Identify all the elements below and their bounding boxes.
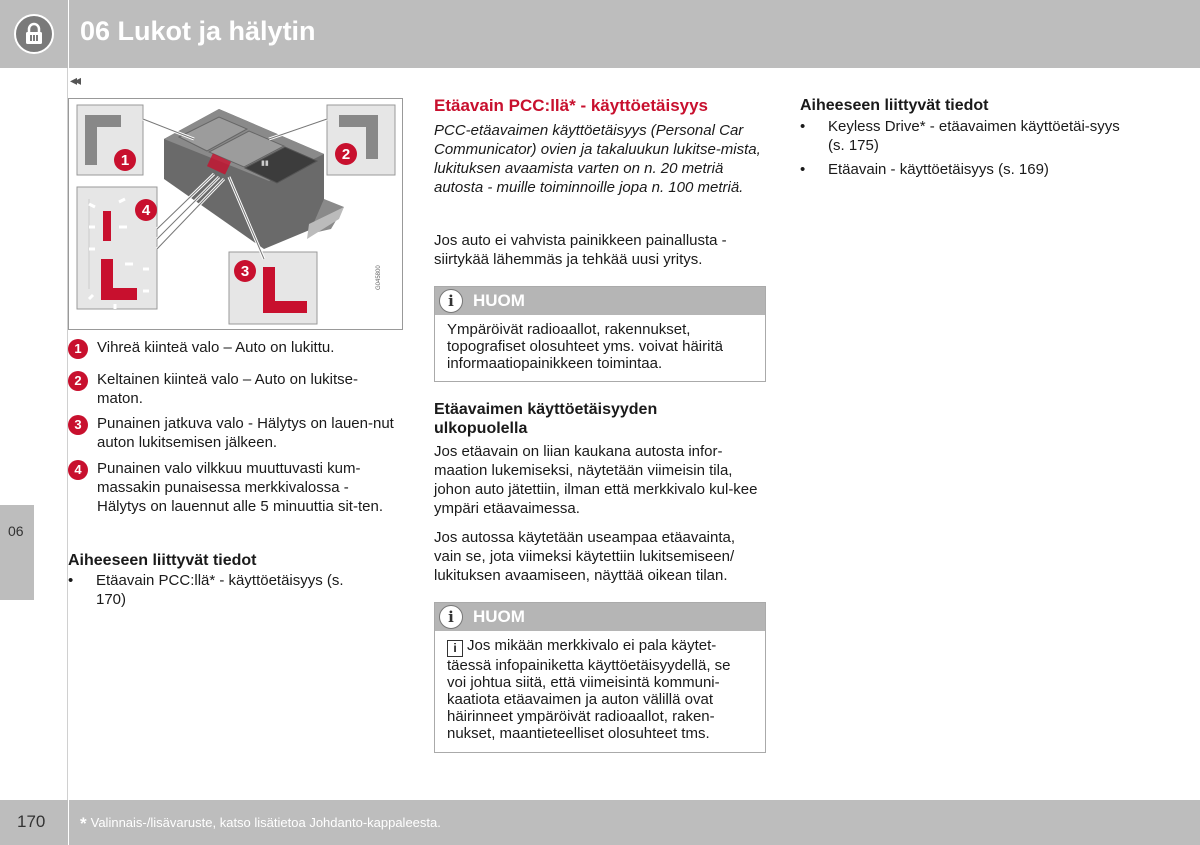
related-link[interactable] [800,160,1120,179]
legend-text: Punainen jatkuva valo - Hälytys on lauen-nut auton lukitsemisen jälkeen. [97,415,394,451]
chapter-tab-label: 06 [8,523,24,539]
legend-item [68,459,388,516]
note-header [435,603,765,631]
legend-item [68,414,398,452]
footnote-text: Valinnais-/lisävaruste, katso lisätietoa Johdanto-kappaleesta. [90,815,441,830]
chapter-tab[interactable] [0,505,34,600]
bullet-icon: • [800,161,806,178]
footer-divider [68,800,69,845]
callout-label-2: 2 [341,146,351,163]
footnote-star: * [80,814,87,833]
note-text-block [435,631,765,748]
related-link-text[interactable]: Etäavain PCC:llä* - käyttöetäisyys (s. 170) [96,572,344,608]
inline-info-icon: i [447,640,463,657]
bullet-icon: • [800,118,806,135]
note-text: Ympäröivät radioaallot, rakennukset, topografiset olosuhteet yms. voivat häiritä informaatiopainikkeen toimintaa. [447,321,723,372]
back-navigation-link[interactable]: ◂◂ [70,72,79,88]
subsection-heading: Etäavaimen käyttöetäisyyden ulkopuolella [434,401,658,437]
svg-text:▮▮: ▮▮ [261,160,269,167]
related-link-text[interactable]: Keyless Drive* - etäavaimen käyttöetäi-syys (s. 175) [828,118,1120,154]
note-box [434,286,766,382]
related-link[interactable] [68,571,358,609]
legend-number: 2 [68,371,88,391]
related-info-heading: Aiheeseen liittyvät tiedot [800,97,989,114]
lock-icon [14,14,54,54]
remote-key-illustration [68,98,403,330]
bullet-icon: • [68,572,74,589]
key-fob-drawing [69,99,402,329]
legend-item [68,370,388,408]
page-title: 06 Lukot ja hälytin [80,16,316,46]
note-label: HUOM [473,607,525,626]
section-heading: Etäavain PCC:llä* - käyttöetäisyys [434,96,709,115]
callout-label-4: 4 [141,202,151,219]
legend-text: Keltainen kiinteä valo – Auto on lukitse-maton. [97,371,358,407]
note-label: HUOM [473,291,525,310]
note-box [434,602,766,753]
note-text: Jos mikään merkkivalo ei pala käytet-täessä infopainiketta käyttöetäisyydellä, se voi johtua siitä, että viimeisintä kommuni-kaatiota etäavaimen ja auton välillä ovat häirinneet ympäröivät radioaallot, raken-nukset, maantieteelliset olosuhteet tms. [447,637,731,742]
info-icon: i [439,289,463,313]
legend-text: Vihreä kiinteä valo – Auto on lukittu. [97,339,335,356]
legend-item [68,338,398,357]
related-link[interactable] [800,117,1120,155]
left-rail [0,68,68,800]
info-icon: i [439,605,463,629]
callout-label-3: 3 [240,263,250,280]
note-header [435,287,765,315]
legend-number: 1 [68,339,88,359]
paragraph: Jos auto ei vahvista painikkeen painallusta - siirtykää lähemmäs ja tehkää uusi yritys. [434,232,727,268]
legend-number: 4 [68,460,88,480]
page-number: 170 [17,812,46,831]
legend-text: Punainen valo vilkkuu muuttuvasti kum-massakin punaisessa merkkivalossa - Hälytys on lauennut alle 5 minuuttia sit-ten. [97,460,383,515]
header-divider [68,0,69,68]
related-link-text[interactable]: Etäavain - käyttöetäisyys (s. 169) [828,161,1049,178]
legend-number: 3 [68,415,88,435]
page-header [0,0,1200,68]
intro-paragraph: PCC-etäavaimen käyttöetäisyys (Personal Car Communicator) ovien ja takaluukun lukitse-mista, lukituksen avaamista varten on n. 20 metriä autosta - muille toiminnoille jopa n. 100 metriä. [434,122,761,196]
callout-label-1: 1 [120,152,130,169]
figure-code: G045800 [376,265,382,290]
paragraph: Jos etäavain on liian kaukana autosta infor-maation lukemiseksi, näytetään viimeisin tila, johon auto jätettiin, ilman että merkkivalo kul-kee ympäri etäavaimessa. [434,443,758,517]
key-fob-icon [164,109,344,249]
related-info-heading: Aiheeseen liittyvät tiedot [68,552,257,569]
paragraph: Jos autossa käytetään useampaa etäavainta, vain se, jota viimeksi käytettiin lukitsemiseen/ lukituksen avaamiseen, näyttää oikean tilan. [434,529,736,584]
footnote [80,814,441,834]
